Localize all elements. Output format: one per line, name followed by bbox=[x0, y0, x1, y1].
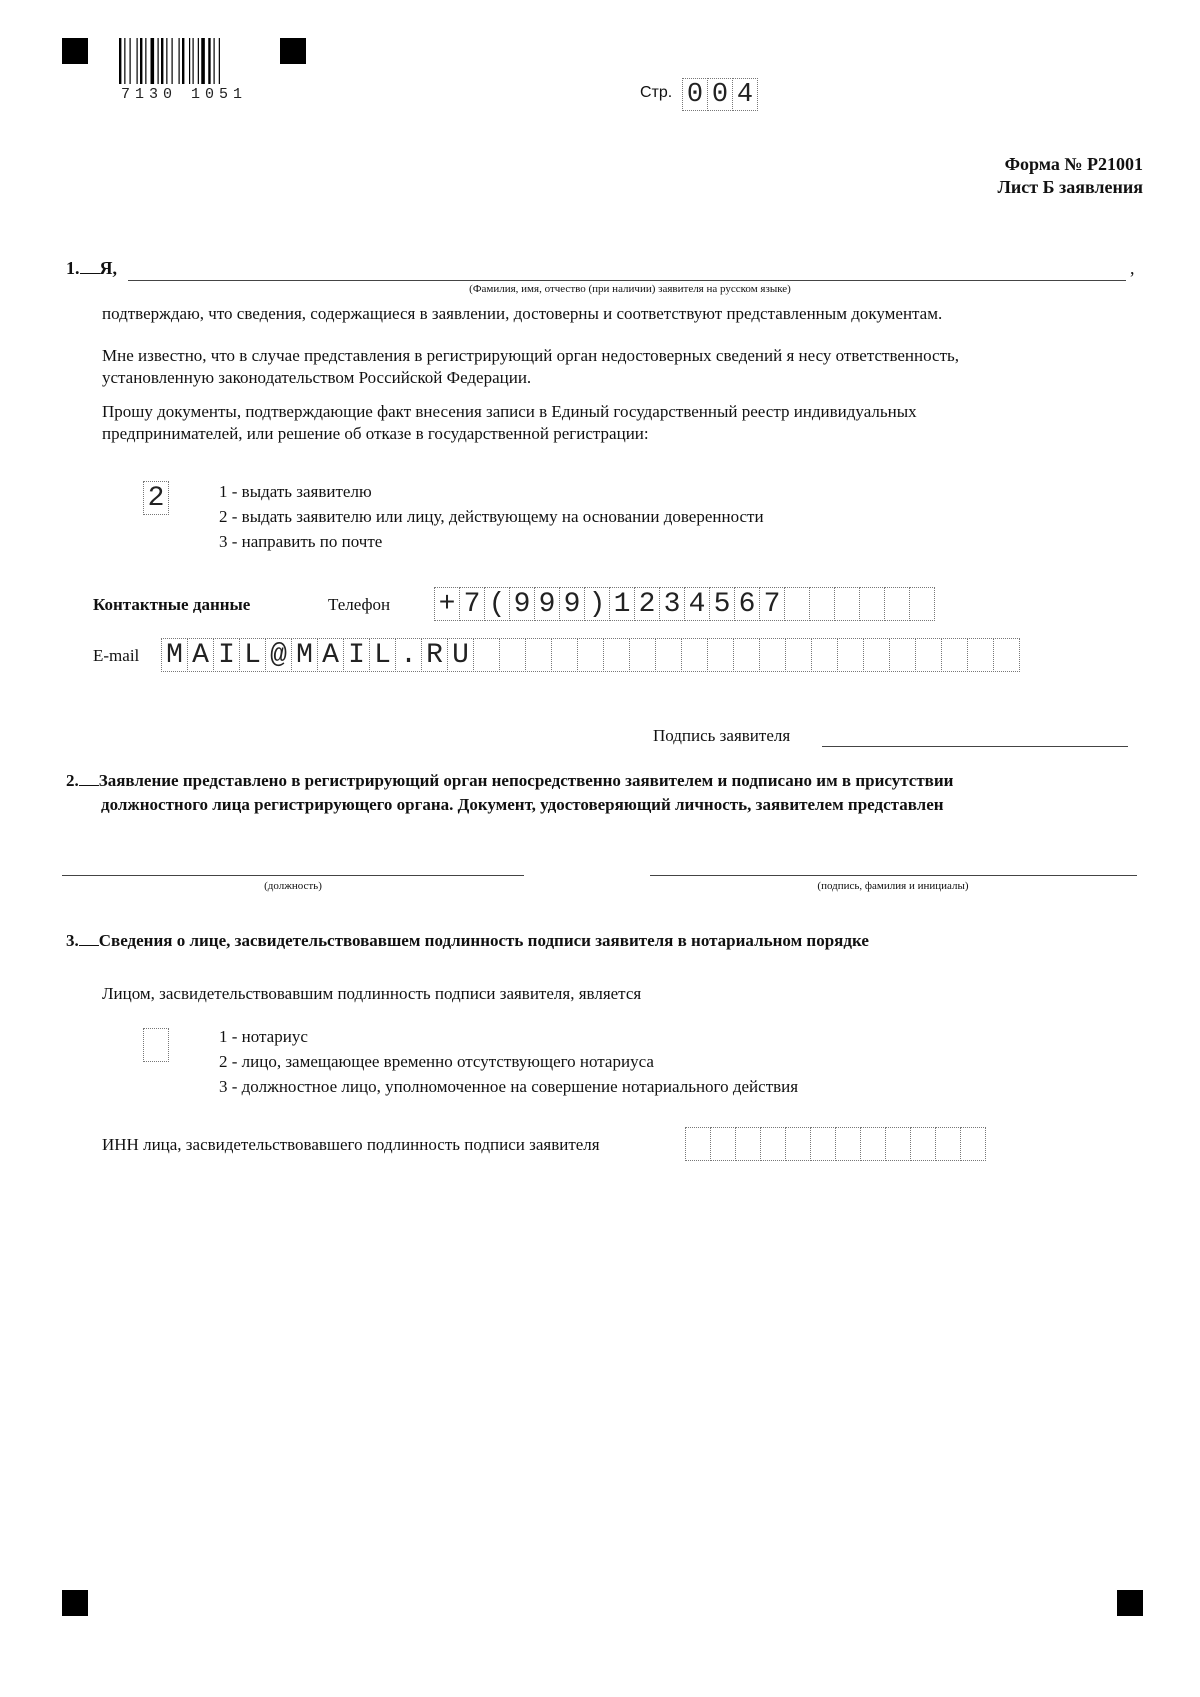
email-char-cell[interactable] bbox=[499, 638, 526, 672]
email-char-cell[interactable] bbox=[967, 638, 994, 672]
email-char-cell[interactable]: L bbox=[369, 638, 396, 672]
email-char-cell[interactable] bbox=[577, 638, 604, 672]
section1-number-text: 1. bbox=[66, 258, 80, 278]
email-char-cell[interactable] bbox=[603, 638, 630, 672]
section1-i-label: Я, bbox=[99, 258, 117, 278]
phone-char-cell[interactable]: 9 bbox=[509, 587, 535, 621]
email-char-cell[interactable] bbox=[655, 638, 682, 672]
email-char-cell[interactable] bbox=[473, 638, 500, 672]
email-char-cell[interactable]: I bbox=[213, 638, 240, 672]
form-number: Форма № Р21001 bbox=[1004, 154, 1143, 174]
email-char-cell[interactable] bbox=[889, 638, 916, 672]
page-digit-cell[interactable]: 4 bbox=[732, 78, 758, 111]
email-char-cell[interactable]: A bbox=[317, 638, 344, 672]
phone-char-cell[interactable] bbox=[884, 587, 910, 621]
email-char-cell[interactable]: U bbox=[447, 638, 474, 672]
email-char-cell[interactable]: @ bbox=[265, 638, 292, 672]
section2-number: 2. bbox=[66, 771, 79, 790]
phone-char-cell[interactable] bbox=[834, 587, 860, 621]
email-char-cell[interactable] bbox=[707, 638, 734, 672]
email-char-cell[interactable] bbox=[525, 638, 552, 672]
inn-digit-cell[interactable] bbox=[935, 1127, 961, 1161]
inn-digit-cell[interactable] bbox=[910, 1127, 936, 1161]
section3-title bbox=[66, 930, 869, 952]
phone-label: Телефон bbox=[328, 595, 391, 614]
applicant-name-comma: , bbox=[1130, 258, 1135, 278]
email-char-cell[interactable] bbox=[915, 638, 942, 672]
official-signature-caption: (подпись, фамилия и инициалы) bbox=[817, 880, 969, 892]
aware-text-line-1: Мне известно, что в случае представления в регистрирующий орган недостоверных сведений я несу ответственность, bbox=[102, 346, 960, 365]
inn-digit-cell[interactable] bbox=[710, 1127, 736, 1161]
official-position-line[interactable] bbox=[62, 875, 524, 876]
email-char-cell[interactable]: . bbox=[395, 638, 422, 672]
phone-char-cell[interactable]: 3 bbox=[659, 587, 685, 621]
corner-marker-bottom-right bbox=[1117, 1590, 1143, 1616]
email-char-cell[interactable] bbox=[733, 638, 760, 672]
applicant-name-caption: (Фамилия, имя, отчество (при наличии) заявителя на русском языке) bbox=[469, 283, 791, 295]
phone-char-cell[interactable]: 5 bbox=[709, 587, 735, 621]
notary-option-2: 2 - лицо, замещающее временно отсутствующего нотариуса bbox=[219, 1052, 654, 1071]
section3-title-text: Сведения о лице, засвидетельствовавшем подлинность подписи заявителя в нотариальном порядке bbox=[98, 931, 869, 950]
inn-digit-cell[interactable] bbox=[960, 1127, 986, 1161]
official-position-caption: (должность) bbox=[264, 880, 322, 892]
email-char-cell[interactable]: A bbox=[187, 638, 214, 672]
phone-char-cell[interactable]: 2 bbox=[634, 587, 660, 621]
contact-label: Контактные данные bbox=[93, 595, 251, 614]
confirm-text: подтверждаю, что сведения, содержащиеся в заявлении, достоверны и соответствуют представленным документам. bbox=[102, 304, 943, 323]
page-label: Стр. bbox=[640, 84, 673, 101]
corner-marker-top-left bbox=[62, 38, 88, 64]
phone-char-cell[interactable] bbox=[909, 587, 935, 621]
email-label: E-mail bbox=[93, 646, 140, 665]
sheet-title: Лист Б заявления bbox=[997, 177, 1143, 197]
phone-char-cell[interactable]: 9 bbox=[534, 587, 560, 621]
phone-char-cell[interactable]: 7 bbox=[459, 587, 485, 621]
inn-input-cells[interactable] bbox=[685, 1127, 985, 1161]
inn-digit-cell[interactable] bbox=[735, 1127, 761, 1161]
delivery-method-cell[interactable] bbox=[143, 481, 168, 515]
email-char-cell[interactable] bbox=[785, 638, 812, 672]
page-digit-cell[interactable]: 0 bbox=[682, 78, 708, 111]
notary-type-cell[interactable] bbox=[143, 1028, 168, 1062]
email-char-cell[interactable]: L bbox=[239, 638, 266, 672]
email-char-cell[interactable] bbox=[681, 638, 708, 672]
email-char-cell[interactable] bbox=[863, 638, 890, 672]
email-input-cells[interactable] bbox=[161, 638, 1019, 672]
page-digit-cell[interactable]: 0 bbox=[707, 78, 733, 111]
email-char-cell[interactable] bbox=[993, 638, 1020, 672]
applicant-signature-label: Подпись заявителя bbox=[653, 726, 791, 745]
delivery-option-3: 3 - направить по почте bbox=[219, 532, 383, 551]
phone-char-cell[interactable]: 7 bbox=[759, 587, 785, 621]
phone-char-cell[interactable]: 9 bbox=[559, 587, 585, 621]
request-text-line-1: Прошу документы, подтверждающие факт внесения записи в Единый государственный реестр индивидуальных bbox=[102, 402, 917, 421]
inn-digit-cell[interactable] bbox=[785, 1127, 811, 1161]
email-char-cell[interactable] bbox=[759, 638, 786, 672]
official-signature-line[interactable] bbox=[650, 875, 1137, 876]
phone-input-cells[interactable] bbox=[434, 587, 934, 621]
notary-option-3: 3 - должностное лицо, уполномоченное на совершение нотариального действия bbox=[219, 1077, 799, 1096]
corner-marker-bottom-left bbox=[62, 1590, 88, 1616]
email-char-cell[interactable] bbox=[811, 638, 838, 672]
barcode-number: 7130 1051 bbox=[121, 86, 248, 103]
phone-char-cell[interactable] bbox=[784, 587, 810, 621]
email-char-cell[interactable]: M bbox=[161, 638, 188, 672]
inn-label: ИНН лица, засвидетельствовавшего подлинность подписи заявителя bbox=[102, 1135, 600, 1154]
notary-option-1: 1 - нотариус bbox=[219, 1027, 308, 1046]
phone-char-cell[interactable] bbox=[859, 587, 885, 621]
phone-char-cell[interactable]: 6 bbox=[734, 587, 760, 621]
email-char-cell[interactable] bbox=[629, 638, 656, 672]
email-char-cell[interactable] bbox=[837, 638, 864, 672]
inn-digit-cell[interactable] bbox=[685, 1127, 711, 1161]
section2-text-line-1 bbox=[66, 770, 953, 792]
delivery-method-value[interactable]: 2 bbox=[143, 481, 169, 515]
notary-type-value[interactable] bbox=[143, 1028, 169, 1062]
request-text-line-2: предпринимателей, или решение об отказе в государственной регистрации: bbox=[102, 424, 649, 443]
page-number-cells bbox=[682, 78, 757, 111]
corner-marker-top-right bbox=[280, 38, 306, 64]
email-char-cell[interactable]: I bbox=[343, 638, 370, 672]
applicant-name-line[interactable] bbox=[128, 280, 1126, 281]
delivery-option-2: 2 - выдать заявителю или лицу, действующему на основании доверенности bbox=[219, 507, 764, 526]
phone-char-cell[interactable]: ) bbox=[584, 587, 610, 621]
section2-text-line-2: должностного лица регистрирующего органа. Документ, удостоверяющий личность, заявителем представлен bbox=[101, 795, 944, 814]
phone-char-cell[interactable]: ( bbox=[484, 587, 510, 621]
person-text: Лицом, засвидетельствовавшим подлинность подписи заявителя, является bbox=[102, 984, 642, 1003]
section3-number: 3. bbox=[66, 931, 79, 950]
inn-digit-cell[interactable] bbox=[860, 1127, 886, 1161]
phone-char-cell[interactable] bbox=[809, 587, 835, 621]
applicant-signature-line[interactable] bbox=[822, 746, 1128, 747]
inn-digit-cell[interactable] bbox=[885, 1127, 911, 1161]
section1-number bbox=[66, 258, 117, 279]
email-char-cell[interactable] bbox=[551, 638, 578, 672]
email-char-cell[interactable]: M bbox=[291, 638, 318, 672]
delivery-option-1: 1 - выдать заявителю bbox=[219, 482, 372, 501]
phone-char-cell[interactable]: + bbox=[434, 587, 460, 621]
inn-digit-cell[interactable] bbox=[760, 1127, 786, 1161]
aware-text-line-2: установленную законодательством Российской Федерации. bbox=[102, 368, 532, 387]
inn-digit-cell[interactable] bbox=[835, 1127, 861, 1161]
section2-text-1: Заявление представлено в регистрирующий орган непосредственно заявителем и подписано им в присутствии bbox=[98, 771, 954, 790]
phone-char-cell[interactable]: 4 bbox=[684, 587, 710, 621]
inn-digit-cell[interactable] bbox=[810, 1127, 836, 1161]
phone-char-cell[interactable]: 1 bbox=[609, 587, 635, 621]
email-char-cell[interactable] bbox=[941, 638, 968, 672]
email-char-cell[interactable]: R bbox=[421, 638, 448, 672]
